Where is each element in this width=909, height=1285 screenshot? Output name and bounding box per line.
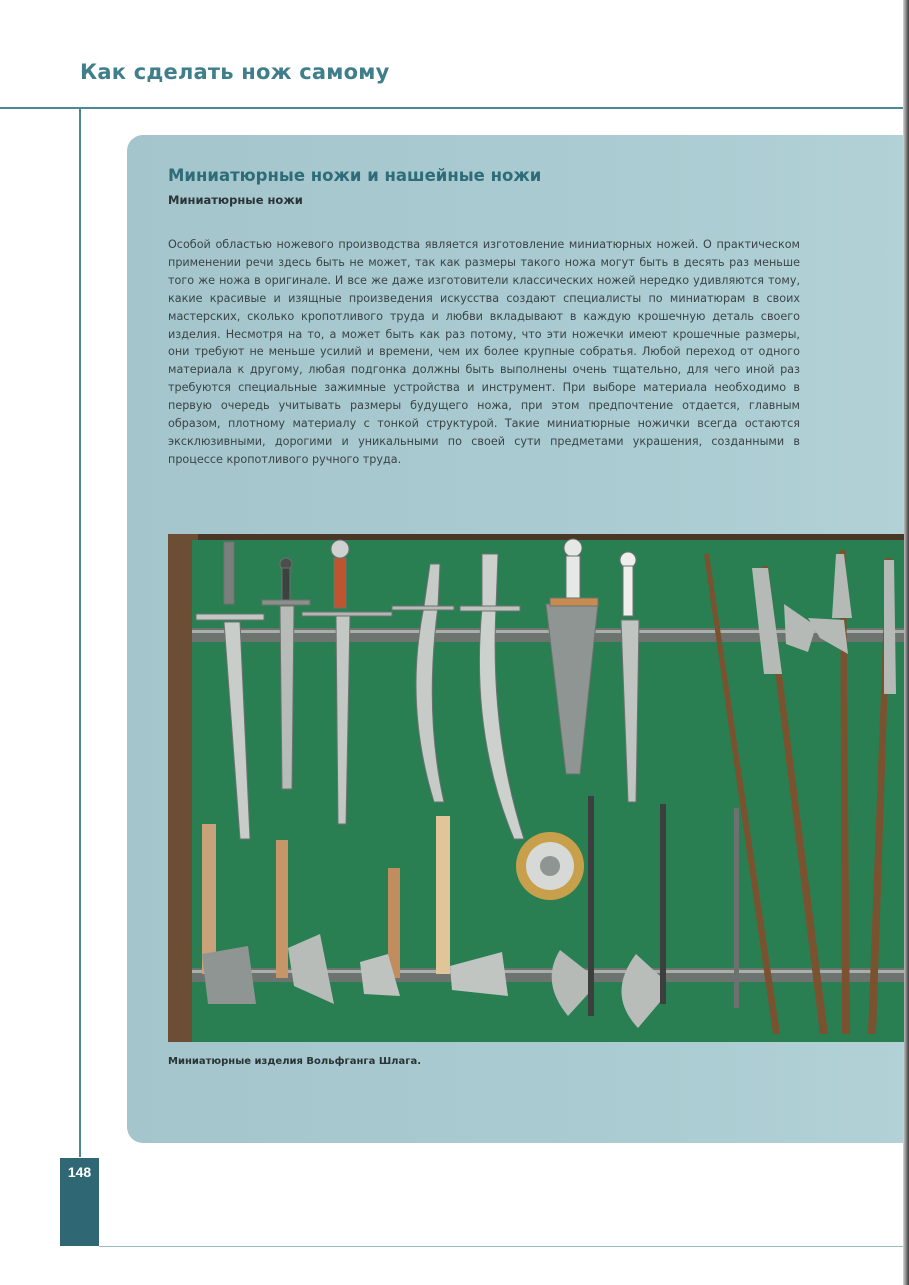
figure-caption: Миниатюрные изделия Вольфганга Шлага. xyxy=(168,1056,422,1067)
running-header: Как сделать нож самому xyxy=(80,60,390,84)
vertical-rule xyxy=(79,107,81,1157)
subsection-title: Миниатюрные ножи xyxy=(168,193,303,207)
bottom-rule xyxy=(99,1246,903,1247)
section-title: Миниатюрные ножи и нашейные ножи xyxy=(168,166,542,185)
page-number: 148 xyxy=(67,1164,92,1180)
body-paragraph: Особой областью ножевого производства является изготовление миниатюрных ножей. О практическом применении речи здесь быть не может, так как размеры такого ножа могут быть в десять раз меньше того же ножа в оригинале. И все же даже изготовители классических ножей нередко удивляются тому, какие красивые и изящные произведения искусства создают специалисты по миниатюрам в своих мастерских, сколько кропотливого труда и любви вкладывают в каждую крошечную деталь своего изделия. Несмотря на то, а может быть как раз потому, что эти ножечки имеют крошечные размеры, они требуют не меньше усилий и времени, чем их более крупные собратья. Любой переход от одного материала к другому, любая подгонка должны быть выполнены очень тщательно, для чего иной раз требуются специальные зажимные устройства и инструмент. При выборе материала необходимо в первую очередь учитывать размеры будущего ножа, при этом предпочтение отдается, главным образом, плотному материалу с тонкой структурой. Такие миниатюрные ножички всегда остаются эксклюзивными, дорогими и уникальными по своей сути предметами украшения, созданными в процессе кропотливого ручного труда. xyxy=(168,238,800,466)
header-rule xyxy=(0,107,903,109)
miniature-weapons-photo xyxy=(168,534,904,1042)
page-number-block xyxy=(60,1158,99,1246)
